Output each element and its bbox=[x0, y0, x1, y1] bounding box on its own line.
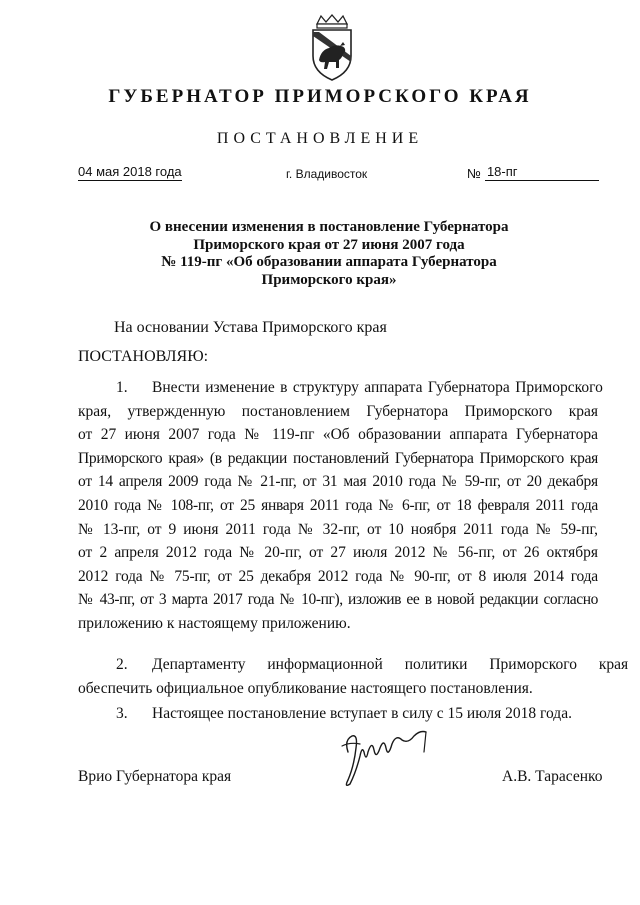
heading-line: О внесении изменения в постановление Губернатора bbox=[149, 219, 509, 235]
legal-basis: На основании Устава Приморского края bbox=[114, 319, 387, 336]
item-line: приложению к настоящему приложению. bbox=[78, 614, 351, 632]
item-first-line bbox=[78, 653, 629, 677]
item-line: Внести изменение в структуру аппарата Губернатора Приморского bbox=[152, 379, 603, 396]
item-line: Настоящее постановление вступает в силу с 15 июля 2018 года. bbox=[152, 705, 572, 722]
item-1 bbox=[78, 376, 603, 636]
heading-line: Приморского края от 27 июня 2007 года bbox=[193, 236, 465, 253]
item-line: 2012 года № 75-пг, от 25 декабря 2012 года № 90-пг, от 8 июля 2014 года bbox=[78, 567, 598, 585]
handwritten-signature bbox=[334, 722, 438, 794]
signatory-name: А.В. Тарасенко bbox=[502, 768, 603, 785]
org-title: ГУБЕРНАТОР ПРИМОРСКОГО КРАЯ bbox=[108, 86, 532, 107]
item-number: 2. bbox=[116, 656, 128, 673]
item-line: от 27 июня 2007 года № 119-пг «Об образовании аппарата Губернатора bbox=[78, 426, 598, 444]
item-line: № 13-пг, от 9 июня 2011 года № 32-пг, от 10 ноября 2011 года № 59-пг, bbox=[78, 520, 598, 538]
item-number: 1. bbox=[116, 379, 128, 396]
item-line: Департаменту информационной политики Приморского края bbox=[152, 656, 629, 673]
item-2 bbox=[78, 653, 629, 700]
item-first-line bbox=[78, 376, 603, 400]
item-line: от 2 апреля 2012 года № 20-пг, от 27 июля 2012 № 56-пг, от 26 октября bbox=[78, 544, 598, 562]
item-line: № 43-пг, от 3 марта 2017 года № 10-пг), изложив ее в новой редакции согласно bbox=[78, 591, 598, 609]
item-line: края, утвержденную постановлением Губернатора Приморского края bbox=[78, 402, 598, 420]
item-line: Приморского края» (в редакции постановлений Губернатора Приморского края bbox=[78, 449, 598, 467]
document-date: 04 мая 2018 года bbox=[78, 164, 182, 179]
heading-line: Приморского края» bbox=[261, 271, 397, 288]
signatory-role: Врио Губернатора края bbox=[78, 768, 232, 785]
decree-word: ПОСТАНОВЛЯЮ: bbox=[78, 348, 209, 365]
document-number bbox=[467, 164, 599, 181]
number-sign: № bbox=[467, 166, 481, 181]
document-heading bbox=[120, 219, 538, 289]
document-city: г. Владивосток bbox=[286, 167, 368, 181]
number-value: 18-пг bbox=[485, 164, 599, 181]
item-line: обеспечить официальное опубликование настоящего постановления. bbox=[78, 679, 533, 697]
item-line: 2010 года № 108-пг, от 25 января 2011 года № 6-пг, от 18 февраля 2011 года bbox=[78, 496, 598, 514]
coat-of-arms-emblem bbox=[299, 14, 365, 84]
heading-line: № 119-пг «Об образовании аппарата Губернатора bbox=[161, 254, 497, 270]
item-number: 3. bbox=[116, 705, 128, 722]
document-type: ПОСТАНОВЛЕНИЕ bbox=[216, 130, 424, 147]
item-line: от 14 апреля 2009 года № 21-пг, от 31 мая 2010 года № 59-пг, от 20 декабря bbox=[78, 473, 598, 491]
